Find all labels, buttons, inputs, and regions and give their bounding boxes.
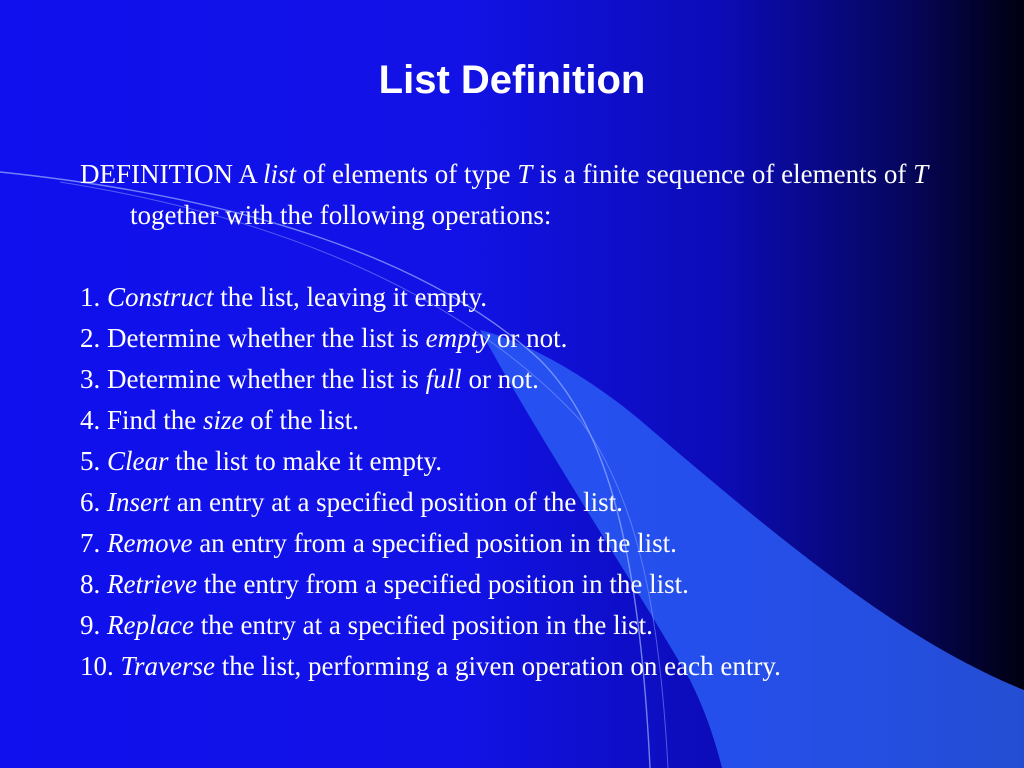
operation-item bbox=[80, 400, 980, 441]
operation-keyword: Traverse bbox=[120, 651, 215, 681]
operation-keyword: Remove bbox=[107, 528, 193, 558]
operation-text: the list, leaving it empty. bbox=[213, 282, 487, 312]
operation-item bbox=[80, 646, 980, 687]
operation-text-pre: Determine whether the list is bbox=[100, 323, 426, 353]
operation-text: the list to make it empty. bbox=[168, 446, 442, 476]
spacer bbox=[80, 236, 980, 277]
operation-keyword: full bbox=[425, 364, 462, 394]
operation-item bbox=[80, 605, 980, 646]
operation-keyword: Retrieve bbox=[107, 569, 197, 599]
operation-number: 6. bbox=[80, 487, 101, 517]
slide-body bbox=[80, 154, 980, 687]
operation-text: or not. bbox=[490, 323, 568, 353]
operation-keyword: Insert bbox=[107, 487, 170, 517]
operation-keyword: empty bbox=[425, 323, 491, 353]
operation-item bbox=[80, 482, 980, 523]
operations-list bbox=[80, 277, 980, 687]
operation-keyword: Construct bbox=[107, 282, 214, 312]
operation-item bbox=[80, 523, 980, 564]
operation-number: 7. bbox=[80, 528, 101, 558]
operation-number: 3. bbox=[80, 364, 101, 394]
operation-text: an entry from a specified position in the list. bbox=[192, 528, 677, 558]
type-symbol: T bbox=[517, 159, 533, 189]
operation-number: 10. bbox=[80, 651, 114, 681]
operation-item bbox=[80, 359, 980, 400]
operation-number: 5. bbox=[80, 446, 101, 476]
operation-item bbox=[80, 277, 980, 318]
operation-item bbox=[80, 441, 980, 482]
operation-keyword: Clear bbox=[107, 446, 169, 476]
operation-text: an entry at a specified position of the list. bbox=[170, 487, 623, 517]
operation-keyword: Replace bbox=[107, 610, 194, 640]
type-symbol: T bbox=[913, 159, 929, 189]
slide-title: List Definition bbox=[378, 58, 646, 102]
operation-keyword: size bbox=[203, 405, 244, 435]
definition-text-3: together with the following operations: bbox=[130, 200, 552, 230]
definition-paragraph bbox=[80, 154, 980, 236]
operation-number: 4. bbox=[80, 405, 101, 435]
operation-text: the list, performing a given operation on each entry. bbox=[215, 651, 781, 681]
definition-term: list bbox=[263, 159, 297, 189]
operation-item bbox=[80, 564, 980, 605]
operation-number: 2. bbox=[80, 323, 101, 353]
operation-number: 1. bbox=[80, 282, 101, 312]
definition-text-2: is a finite sequence of elements of bbox=[532, 159, 914, 189]
operation-number: 9. bbox=[80, 610, 101, 640]
operation-text: or not. bbox=[461, 364, 539, 394]
operation-text: the entry at a specified position in the list. bbox=[193, 610, 653, 640]
operation-number: 8. bbox=[80, 569, 101, 599]
definition-text-1: of elements of type bbox=[296, 159, 518, 189]
operation-text: the entry from a specified position in the list. bbox=[196, 569, 689, 599]
operation-item bbox=[80, 318, 980, 359]
operation-text-pre: Determine whether the list is bbox=[100, 364, 426, 394]
operation-text: of the list. bbox=[243, 405, 360, 435]
definition-lead: DEFINITION A bbox=[80, 159, 263, 189]
operation-text-pre: Find the bbox=[100, 405, 204, 435]
